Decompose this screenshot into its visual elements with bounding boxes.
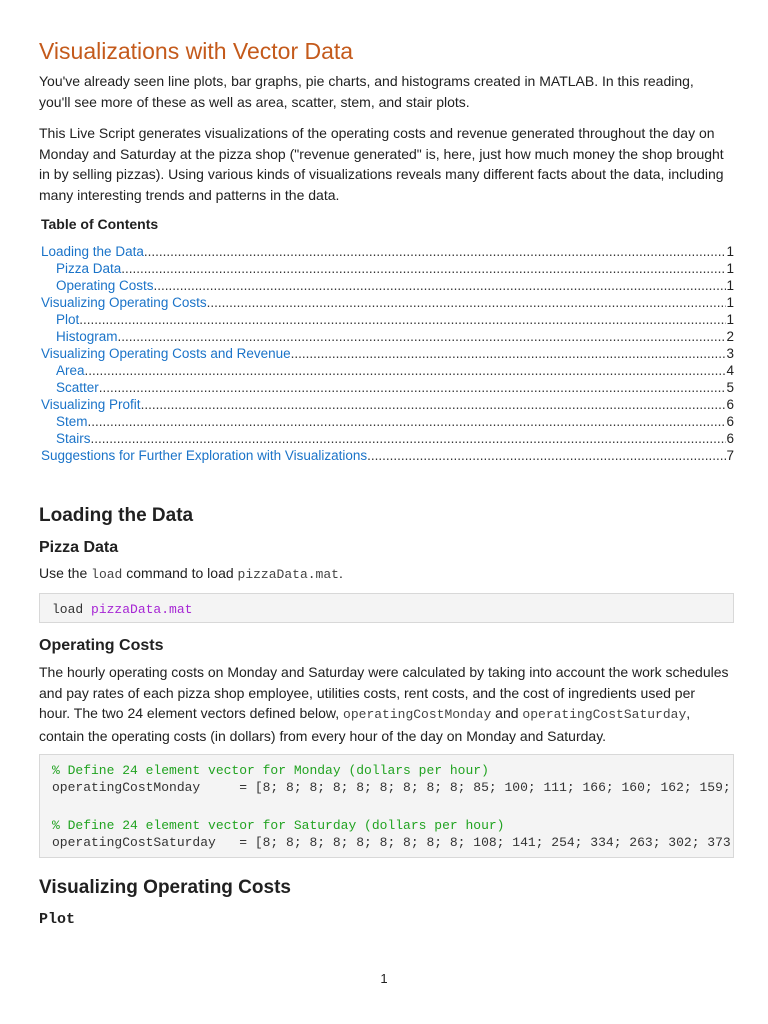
toc-link[interactable]: Operating Costs xyxy=(56,278,154,293)
intro-paragraph-1: You've already seen line plots, bar graphs, pie charts, and histograms created in MATLAB. In this reading, you'll see more of these as well as area, scatter, stem, and stair plots. xyxy=(39,73,694,110)
page-number: 1 xyxy=(380,971,388,986)
toc-link[interactable]: Visualizing Profit xyxy=(41,397,141,412)
inline-code-load: load xyxy=(91,567,123,582)
text-span: , contain the operating costs (in dollars) from every hour of the day on Monday and Saturday. xyxy=(39,705,691,744)
code-line: operatingCostSaturday = [8; 8; 8; 8; 8; 8; 8; 8; 8; 108; 141; 254; 334; 263; 302; 373 xyxy=(52,835,731,850)
toc-leader xyxy=(99,379,727,396)
toc-link[interactable]: Histogram xyxy=(56,329,118,344)
toc-leader xyxy=(141,396,727,413)
toc-page-number: 4 xyxy=(726,363,734,378)
toc-leader xyxy=(121,260,726,277)
toc-page-number: 2 xyxy=(726,329,734,344)
toc-item[interactable] xyxy=(41,379,734,396)
code-line: operatingCostMonday = [8; 8; 8; 8; 8; 8; 8; 8; 8; 85; 100; 111; 166; 160; 162; 159; xyxy=(52,780,731,795)
toc-link[interactable]: Area xyxy=(56,363,85,378)
toc-link[interactable]: Loading the Data xyxy=(41,244,144,259)
toc-page-number: 3 xyxy=(726,346,734,361)
text-span: Use the xyxy=(39,565,92,581)
code-block-load[interactable] xyxy=(39,593,734,623)
section-heading-visualizing-operating-costs: Visualizing Operating Costs xyxy=(39,877,291,898)
toc-page-number: 6 xyxy=(726,414,734,429)
toc-link[interactable]: Stem xyxy=(56,414,88,429)
code-block-operating-costs[interactable] xyxy=(39,754,734,858)
toc-page-number: 1 xyxy=(726,278,734,293)
toc-link[interactable]: Stairs xyxy=(56,431,91,446)
toc-item[interactable] xyxy=(41,362,734,379)
toc-item[interactable] xyxy=(41,430,734,447)
subsection-heading-operating-costs: Operating Costs xyxy=(39,637,164,654)
operating-costs-text xyxy=(39,662,729,746)
code-comment: % Define 24 element vector for Monday (dollars per hour) xyxy=(52,763,489,778)
inline-code-monday: operatingCostMonday xyxy=(343,707,492,722)
text-span: . xyxy=(338,565,343,581)
toc-leader xyxy=(154,277,727,294)
toc-link[interactable]: Plot xyxy=(56,312,80,327)
toc-page-number: 6 xyxy=(726,397,734,412)
document-title: Visualizations with Vector Data xyxy=(39,38,354,64)
toc-link[interactable]: Visualizing Operating Costs xyxy=(41,295,207,310)
toc-leader xyxy=(144,243,727,260)
toc-link[interactable]: Suggestions for Further Exploration with Visualizations xyxy=(41,448,368,463)
toc-page-number: 7 xyxy=(726,448,734,463)
toc-leader xyxy=(85,362,727,379)
intro-paragraph-2: This Live Script generates visualizations of the operating costs and revenue generated throughout the day on Monday and Saturday at the pizza shop ("revenue generated" is, here, just how much money the shop brought in by selling pizzas). Using various kinds of visualizations reveals many different facts about the data, including many interesting trends and patterns in the data. xyxy=(39,125,724,203)
inline-code-filename: pizzaData.mat xyxy=(237,567,339,582)
table-of-contents xyxy=(41,243,734,464)
toc-item[interactable] xyxy=(41,328,734,345)
toc-page-number: 1 xyxy=(726,244,734,259)
toc-page-number: 1 xyxy=(726,295,734,310)
toc-page-number: 6 xyxy=(726,431,734,446)
toc-page-number: 1 xyxy=(726,312,734,327)
toc-leader xyxy=(118,328,727,345)
toc-item[interactable] xyxy=(41,243,734,260)
toc-item[interactable] xyxy=(41,447,734,464)
pizza-data-text xyxy=(39,563,729,586)
subsection-heading-pizza-data: Pizza Data xyxy=(39,539,119,556)
toc-item[interactable] xyxy=(41,311,734,328)
toc-link[interactable]: Pizza Data xyxy=(56,261,122,276)
toc-heading: Table of Contents xyxy=(41,216,159,232)
toc-link[interactable]: Scatter xyxy=(56,380,99,395)
toc-leader xyxy=(91,430,727,447)
code-comment: % Define 24 element vector for Saturday (dollars per hour) xyxy=(52,818,505,833)
text-span: and xyxy=(491,705,523,721)
code-line xyxy=(52,601,721,618)
toc-leader xyxy=(88,413,727,430)
code-keyword: load xyxy=(52,602,92,617)
toc-item[interactable] xyxy=(41,413,734,430)
toc-item[interactable] xyxy=(41,294,734,311)
inline-code-saturday: operatingCostSaturday xyxy=(522,707,687,722)
toc-link[interactable]: Visualizing Operating Costs and Revenue xyxy=(41,346,291,361)
toc-leader xyxy=(291,345,727,362)
code-blank-line xyxy=(52,796,721,817)
toc-page-number: 5 xyxy=(726,380,734,395)
toc-leader xyxy=(79,311,726,328)
toc-page-number: 1 xyxy=(726,261,734,276)
text-span: The hourly operating costs on Monday and Saturday were calculated by taking into account the work schedules and pay rates of each pizza shop employee, utilities costs, rent costs, and the cost of ingredients used per hour. The two 24 element vectors defined below, xyxy=(39,664,729,721)
subsection-heading-plot: Plot xyxy=(39,911,76,928)
code-string: pizzaData.mat xyxy=(91,602,193,617)
toc-leader xyxy=(367,447,726,464)
toc-leader xyxy=(207,294,727,311)
toc-item[interactable] xyxy=(41,277,734,294)
section-heading-loading-data: Loading the Data xyxy=(39,505,194,526)
toc-item[interactable] xyxy=(41,396,734,413)
toc-item[interactable] xyxy=(41,260,734,277)
toc-item[interactable] xyxy=(41,345,734,362)
text-span: command to load xyxy=(122,565,238,581)
